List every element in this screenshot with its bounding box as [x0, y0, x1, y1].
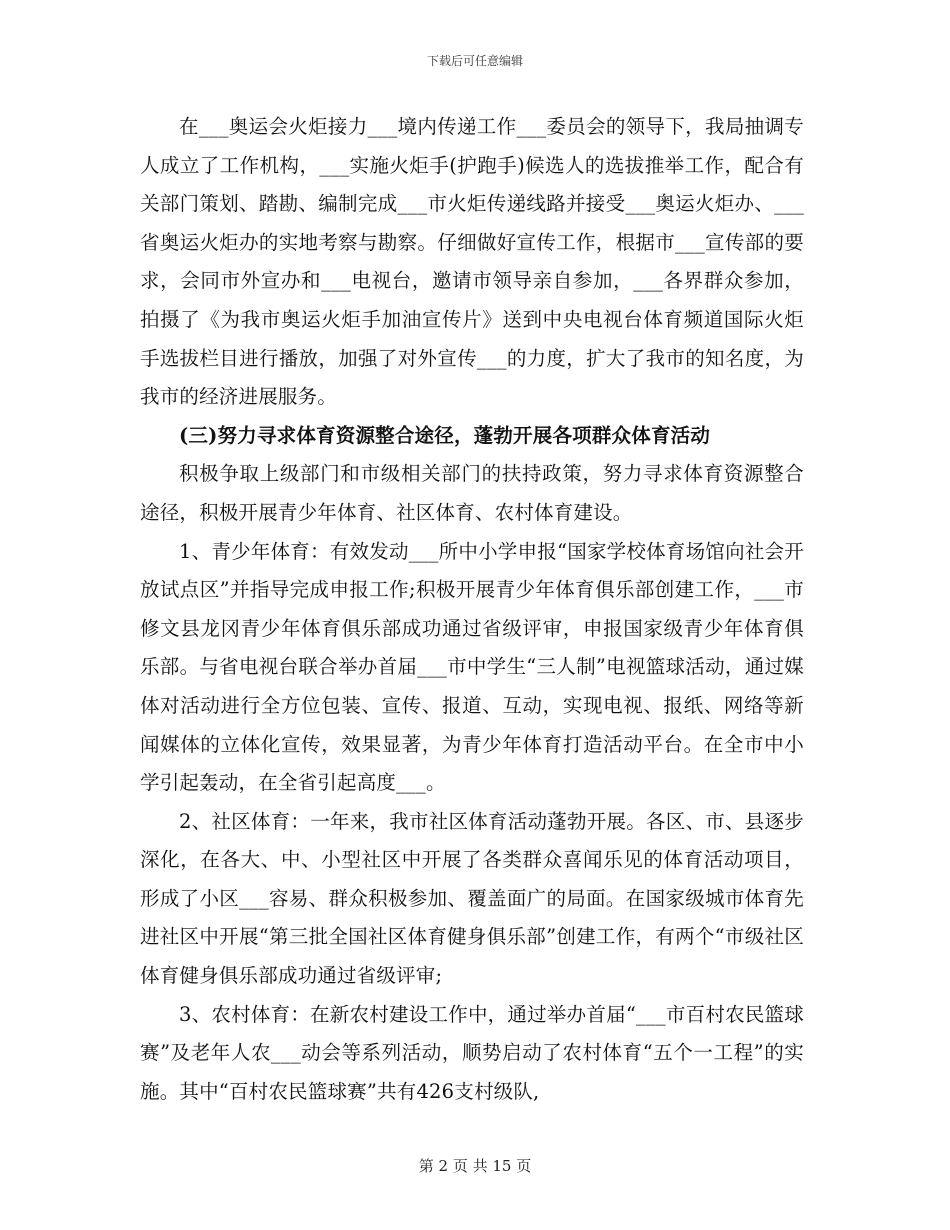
- paragraph-youth-sports: 1、青少年体育：有效发动___所中小学申报“国家学校体育场馆向社会开放试点区”并指导完成申报工作;积极开展青少年体育俱乐部创建工作，___市修文县龙冈青少年体育俱乐部成功通过省级评审，申报国家级青少年体育俱乐部。与省电视台联合举办首届___市中学生“三人制”电视篮球活动，通过媒体对活动进行全方位包装、宣传、报道、互动，实现电视、报纸、网络等新闻媒体的立体化宣传，效果显著，为青少年体育打造活动平台。在全市中小学引起轰动，在全省引起高度___。: [140, 539, 804, 795]
- page-number-footer: 第 2 页 共 15 页: [418, 1157, 532, 1175]
- paragraph-rural-sports: 3、农村体育：在新农村建设工作中，通过举办首届“___市百村农民篮球赛”及老年人农___动会等系列活动，顺势启动了农村体育“五个一工程”的实施。其中“百村农民篮球赛”共有426支村级队,: [140, 1002, 804, 1103]
- section-heading: (三)努力寻求体育资源整合途径，蓬勃开展各项群众体育活动: [179, 423, 711, 447]
- paragraph-intro: 积极争取上级部门和市级相关部门的扶持政策，努力寻求体育资源整合途径，积极开展青少年体育、社区体育、农村体育建设。: [140, 462, 804, 524]
- page-header: 下载后可任意编辑: [426, 54, 523, 68]
- paragraph-community-sports: 2、社区体育：一年来，我市社区体育活动蓬勃开展。各区、市、县逐步深化，在各大、中、小型社区中开展了各类群众喜闻乐见的体育活动项目，形成了小区___容易、群众积极参加、覆盖面广的局面。在国家级城市体育先进社区中开展“第三批全国社区体育健身俱乐部”创建工作，有两个“市级社区体育健身俱乐部成功通过省级评审;: [140, 809, 804, 988]
- document-body: [140, 108, 804, 1111]
- paragraph-torch-relay: 在___奥运会火炬接力___境内传递工作___委员会的领导下，我局抽调专人成立了工作机构，___实施火炬手(护跑手)候选人的选拔推举工作，配合有关部门策划、踏勘、编制完成___市火炬传递线路并接受___奥运火炬办、___省奥运火炬办的实地考察与勘察。仔细做好宣传工作，根据市___宣传部的要求，会同市外宣办和___电视台，邀请市领导亲自参加，___各界群众参加，拍摄了《为我市奥运火炬手加油宣传片》送到中央电视台体育频道国际火炬手选拔栏目进行播放，加强了对外宣传___的力度，扩大了我市的知名度，为我市的经济进展服务。: [140, 115, 804, 409]
